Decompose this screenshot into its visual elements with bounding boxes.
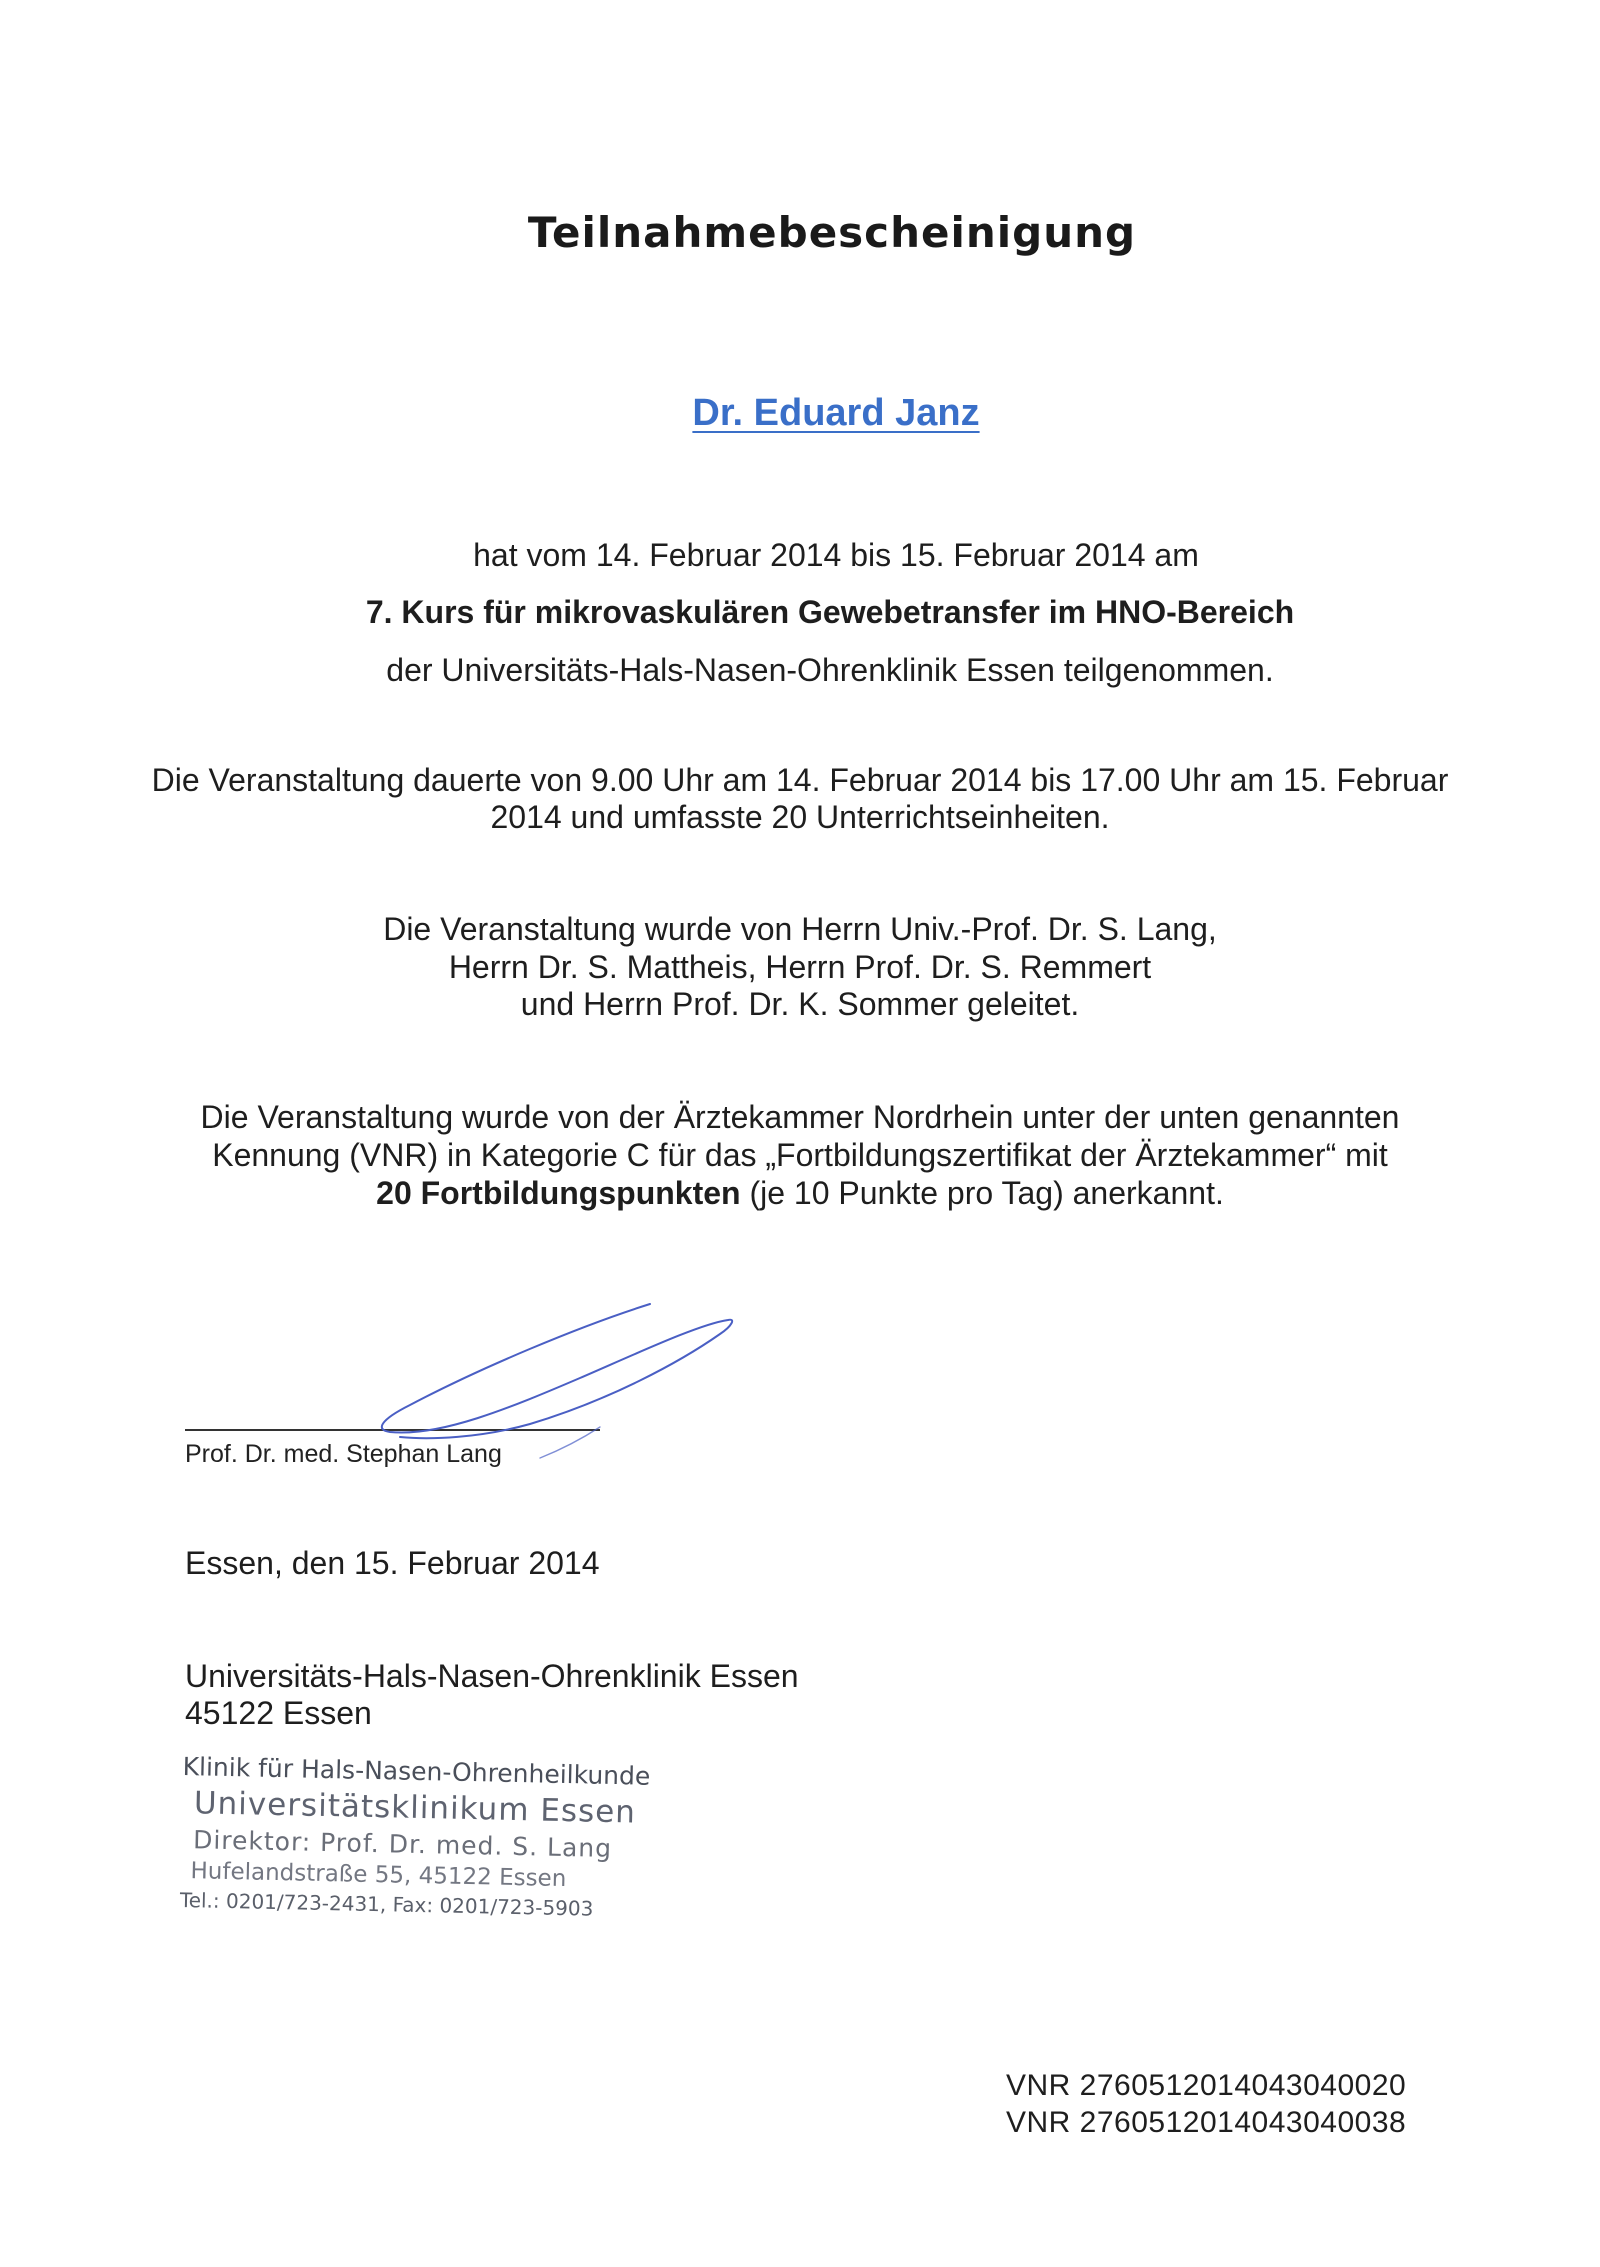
accreditation-line-2: Kennung (VNR) in Kategorie C für das „Fortbildungszertifikat der Ärztekammer“ mit [212, 1137, 1388, 1173]
accreditation-line-3-rest: (je 10 Punkte pro Tag) anerkannt. [740, 1175, 1224, 1211]
signer-name: Prof. Dr. med. Stephan Lang [185, 1440, 502, 1468]
clinic-line: der Universitäts-Hals-Nasen-Ohrenklinik Essen teilgenommen. [386, 652, 1274, 688]
accreditation-line-3 [0, 1174, 1600, 1212]
leaders-line-3: und Herrn Prof. Dr. K. Sommer geleitet. [520, 986, 1080, 1022]
leaders-line-1: Die Veranstaltung wurde von Herrn Univ.-Prof. Dr. S. Lang, [383, 911, 1217, 947]
stamp-line-3: Direktor: Prof. Dr. med. S. Lang [192, 1825, 613, 1864]
attendance-period: hat vom 14. Februar 2014 bis 15. Februar 2014 am [473, 537, 1199, 573]
stamp-line-4: Hufelandstraße 55, 45122 Essen [190, 1858, 567, 1893]
accreditation-line-1: Die Veranstaltung wurde von der Ärztekammer Nordrhein unter der unten genannten [200, 1099, 1400, 1135]
place-date: Essen, den 15. Februar 2014 [185, 1545, 600, 1581]
clinic-stamp [180, 1752, 653, 1922]
institution-name: Universitäts-Hals-Nasen-Ohrenklinik Essen [185, 1658, 799, 1694]
course-name: 7. Kurs für mikrovaskulären Gewebetransfer im HNO-Bereich [365, 594, 1295, 630]
vnr-number-1: VNR 2760512014043040020 [1006, 2069, 1407, 2102]
vnr-number-2: VNR 2760512014043040038 [1006, 2106, 1407, 2139]
document-title: Teilnahmebescheinigung [527, 208, 1137, 257]
leaders-line-2: Herrn Dr. S. Mattheis, Herrn Prof. Dr. S. Remmert [448, 949, 1152, 985]
recipient-name: Dr. Eduard Janz [692, 392, 980, 434]
stamp-line-1: Klinik für Hals-Nasen-Ohrenheilkunde [182, 1752, 651, 1791]
institution-zip: 45122 Essen [185, 1695, 372, 1731]
duration-line-1: Die Veranstaltung dauerte von 9.00 Uhr am 14. Februar 2014 bis 17.00 Uhr am 15. Februar [151, 762, 1449, 798]
duration-line-2: 2014 und umfasste 20 Unterrichtseinheiten. [490, 799, 1110, 835]
stamp-line-5: Tel.: 0201/723-2431, Fax: 0201/723-5903 [179, 1887, 594, 1921]
stamp-line-2: Universitätsklinikum Essen [193, 1785, 637, 1831]
accreditation-points: 20 Fortbildungspunkten [376, 1175, 741, 1211]
